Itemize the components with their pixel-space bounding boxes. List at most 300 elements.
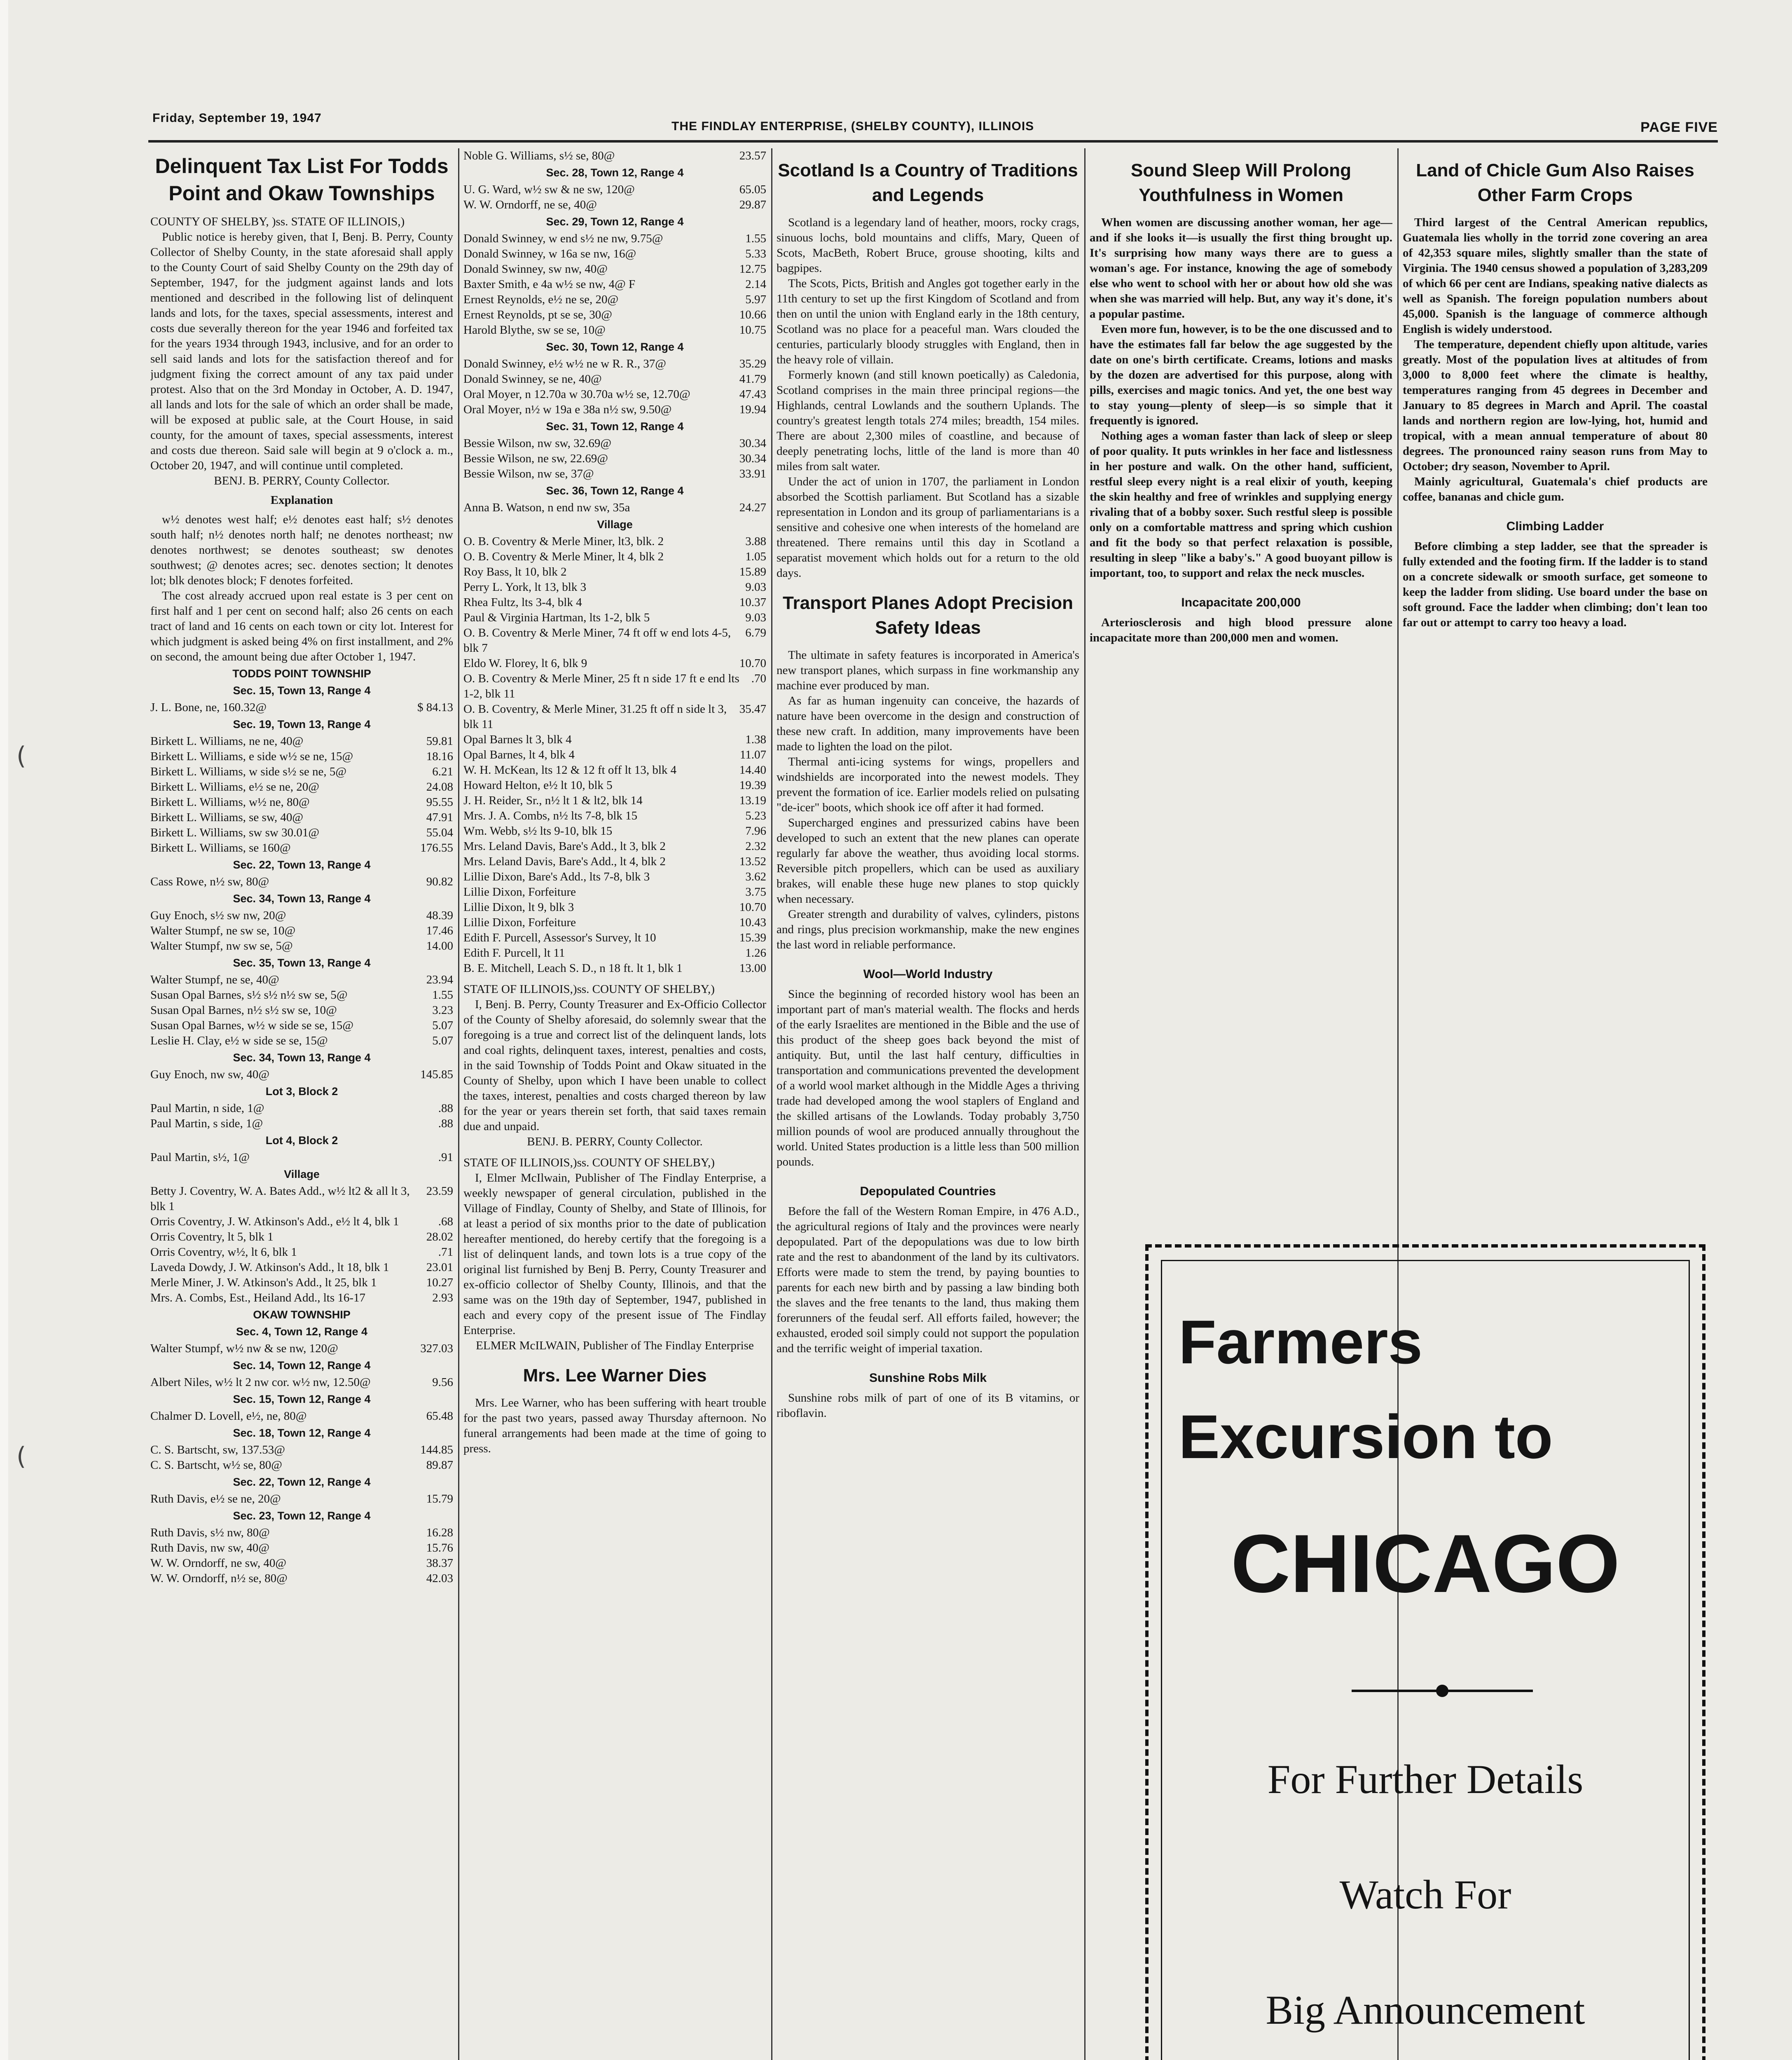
paper-name: THE FINDLAY ENTERPRISE, (SHELBY COUNTY), ILLINOIS xyxy=(671,119,1034,133)
entry-description: Oral Moyer, n½ w 19a e 38a n½ sw, 9.50@ xyxy=(463,403,672,416)
entry-description: O. B. Coventry & Merle Miner, lt 4, blk 2 xyxy=(463,550,664,563)
scotland-paragraph: The Scots, Picts, British and Angles got together early in the 11th century to set up the first Kingdom of Scotland and from then on until the union with England early in the 18th century, Scotland was no place for a peaceful man. Wars clouded the centuries, particularly bloody struggles with England, then in the heavy role of villain. xyxy=(777,277,1079,366)
ad-announcement: Big Announcement xyxy=(1266,1987,1585,2033)
transport-headline: Transport Planes Adopt Precision Safety Ideas xyxy=(783,593,1073,638)
entry-description: Mrs. A. Combs, Est., Heiland Add., lts 16-17 xyxy=(150,1291,366,1304)
entry-amount: 5.07 xyxy=(432,1019,453,1032)
entry-description: Roy Bass, lt 10, blk 2 xyxy=(463,565,567,578)
entry-amount: 2.93 xyxy=(432,1291,453,1304)
chicle-headline: Land of Chicle Gum Also Raises Other Farm Crops xyxy=(1416,160,1694,205)
entry-description: Merle Miner, J. W. Atkinson's Add., lt 25, blk 1 xyxy=(150,1276,377,1289)
entry-description: Edith F. Purcell, lt 11 xyxy=(463,946,565,960)
tax-entry xyxy=(463,824,766,839)
entry-description: Leslie H. Clay, e½ w side se se, 15@ xyxy=(150,1034,328,1047)
entry-description: W. W. Orndorff, ne se, 40@ xyxy=(463,198,597,211)
ad-excursion: Excursion to xyxy=(1179,1402,1553,1471)
tax-entry xyxy=(463,580,766,595)
entry-description: Ernest Reynolds, pt se se, 30@ xyxy=(463,308,612,321)
entry-amount: 55.04 xyxy=(426,826,453,839)
entry-description: W. W. Orndorff, ne sw, 40@ xyxy=(150,1557,287,1570)
tax-entry xyxy=(150,1067,453,1082)
entry-description: Donald Swinney, w end s½ ne nw, 9.75@ xyxy=(463,232,663,245)
tax-entry xyxy=(150,908,453,923)
tax-entry xyxy=(150,700,453,715)
tax-entry xyxy=(463,854,766,869)
entry-description: Susan Opal Barnes, n½ s½ sw se, 10@ xyxy=(150,1004,337,1017)
excursion-advertisement xyxy=(1145,1244,1705,2060)
entry-description: Opal Barnes, lt 4, blk 4 xyxy=(463,748,575,761)
entry-description: J. L. Bone, ne, 160.32@ xyxy=(150,701,267,714)
entry-description: Donald Swinney, se ne, 40@ xyxy=(463,372,602,386)
entry-amount: 15.89 xyxy=(739,565,766,578)
section-heading: Lot 3, Block 2 xyxy=(265,1085,338,1098)
tax-entry xyxy=(150,972,453,988)
entry-amount: 16.28 xyxy=(426,1526,453,1539)
sleep-paragraph: Nothing ages a woman faster than lack of sleep or sleep of poor quality. It puts wrinkles in her face and listlessness in her posture and walk. On the other hand, sufficient, restful sleep every night is a real elixir of youth, keeping the skin healthy and free of wrinkles and supplying energy rivaling that of a bobby soxer. Such restful sleep is possible only on a comfortable mattress and spring which cushion and fit the body so that perfect relaxation is possible, resulting in sleep "like a baby's." A good buoyant pillow is important, too, to support and relax the neck muscles. xyxy=(1090,429,1392,580)
tax-entry xyxy=(463,451,766,466)
entry-description: Mrs. Leland Davis, Bare's Add., lt 4, blk 2 xyxy=(463,855,666,868)
entry-description: O. B. Coventry & Merle Miner, lt3, blk. 2 xyxy=(463,535,664,548)
wool-headline: Wool—World Industry xyxy=(863,967,993,981)
entry-amount: 176.55 xyxy=(420,841,453,854)
section-heading: Sec. 22, Town 12, Range 4 xyxy=(233,1476,371,1488)
entry-description: Ruth Davis, e½ se ne, 20@ xyxy=(150,1492,281,1505)
tax-entry xyxy=(150,988,453,1003)
section-heading: Sec. 15, Town 12, Range 4 xyxy=(233,1393,371,1405)
entry-description: Lillie Dixon, Forfeiture xyxy=(463,885,576,899)
entry-description: O. B. Coventry, & Merle Miner, 31.25 ft off n side lt 3, blk 11 xyxy=(463,702,727,731)
entry-description: W. W. Orndorff, n½ se, 80@ xyxy=(150,1572,288,1585)
entry-amount: 28.02 xyxy=(426,1230,453,1243)
explanation-paragraph: w½ denotes west half; e½ denotes east half; s½ denotes south half; n½ denotes north half; ne denotes northeast; nw denotes northwest; se denotes southeast; sw denotes southwest; @ denotes acres; sec. denotes section; lt denotes lot; blk denotes block; F denotes forfeited. xyxy=(150,513,453,587)
entry-amount: 1.05 xyxy=(745,550,766,563)
tax-entry xyxy=(463,197,766,213)
entry-amount: 144.85 xyxy=(420,1443,453,1456)
section-heading: Sec. 23, Town 12, Range 4 xyxy=(233,1510,371,1522)
scotland-paragraph: Under the act of union in 1707, the parliament in London absorbed the Scottish parliament. But Scotland has a sizable representation in London and its group of parliamentarians is a sensitive and cohesive one when interests of the homeland are threatened. There remains until this day in Scotland a separatist movement which holds out for a return to the old days. xyxy=(777,475,1079,580)
tax-entry xyxy=(463,763,766,778)
entry-amount: 59.81 xyxy=(426,735,453,748)
section-heading: Sec. 19, Town 13, Range 4 xyxy=(233,718,371,730)
chicle-paragraph: The temperature, dependent chiefly upon altitude, varies greatly. Most of the population lives at altitudes of from 3,000 to 8,000 feet where the climate is healthy, temperatures ranging from 45 degrees in December and January to 85 degrees in March and April. The coastal lands and northern region are low-lying, hot, humid and tropical, with a mean annual temperature of about 80 degrees. The pronounced rainy season runs from May to October; dry season, November to April. xyxy=(1403,338,1708,473)
entry-description: Paul & Virginia Hartman, lts 1-2, blk 5 xyxy=(463,611,650,624)
entry-amount: 33.91 xyxy=(739,467,766,480)
entry-description: Chalmer D. Lovell, e½, ne, 80@ xyxy=(150,1409,307,1423)
entry-description: Lillie Dixon, lt 9, blk 3 xyxy=(463,901,574,914)
entry-amount: 38.37 xyxy=(426,1557,453,1570)
tax-entry xyxy=(150,764,453,780)
section-heading: Sec. 30, Town 12, Range 4 xyxy=(546,341,684,353)
tax-entry xyxy=(463,231,766,246)
entry-amount: 23.59 xyxy=(426,1184,453,1198)
tax-entry xyxy=(463,466,766,482)
entry-amount: 24.27 xyxy=(739,501,766,514)
entry-amount: 5.33 xyxy=(745,247,766,260)
tax-entry xyxy=(463,915,766,930)
entry-amount: 90.82 xyxy=(426,875,453,888)
entry-amount: 10.27 xyxy=(426,1276,453,1289)
tax-entry xyxy=(463,946,766,961)
entry-description: O. B. Coventry & Merle Miner, 25 ft n side 17 ft e end lts 1-2, blk 11 xyxy=(463,672,739,700)
entry-description: Betty J. Coventry, W. A. Bates Add., w½ lt2 & all lt 3, blk 1 xyxy=(150,1184,410,1213)
entry-amount: 9.56 xyxy=(432,1376,453,1389)
sleep-headline: Sound Sleep Will Prolong Youthfulness in Women xyxy=(1131,160,1351,205)
entry-description: Birkett L. Williams, sw sw 30.01@ xyxy=(150,826,320,839)
tax-entry xyxy=(463,182,766,197)
chicle-paragraph: Third largest of the Central American republics, Guatemala lies wholly in the torrid zone covering an area of 42,353 square miles, slightly smaller than the state of Virginia. The 1940 census showed a population of 3,283,209 of which 66 per cent are Indians, speaking native dialects as well as Spanish. The foreign population numbers about 45,000. Spanish is the language of commerce although English is widely understood. xyxy=(1403,216,1708,336)
tax-entry xyxy=(463,961,766,976)
issue-date: Friday, September 19, 1947 xyxy=(152,111,322,125)
tax-entry xyxy=(463,356,766,372)
scotland-headline: Scotland Is a Country of Traditions and Legends xyxy=(778,160,1078,205)
entry-description: Guy Enoch, nw sw, 40@ xyxy=(150,1068,270,1081)
tax-entry xyxy=(150,749,453,764)
warner-headline: Mrs. Lee Warner Dies xyxy=(523,1365,707,1386)
tax-entry xyxy=(463,671,766,702)
entry-amount: 3.62 xyxy=(745,870,766,883)
entry-amount: 14.40 xyxy=(739,763,766,777)
entry-description: Paul Martin, s½, 1@ xyxy=(150,1151,250,1164)
tax-entry xyxy=(463,292,766,307)
entry-amount: 5.07 xyxy=(432,1034,453,1047)
entry-amount: 23.01 xyxy=(426,1261,453,1274)
entry-amount: 30.34 xyxy=(739,452,766,465)
tax-entry xyxy=(463,793,766,808)
section-heading: Sec. 36, Town 12, Range 4 xyxy=(546,485,684,497)
township-heading: TODDS POINT TOWNSHIP xyxy=(232,667,371,680)
transport-paragraph: The ultimate in safety features is incorporated in America's new transport planes, which surpass in fine workmanship any machine ever produced by man. xyxy=(777,648,1079,692)
masthead-rule xyxy=(148,140,1718,143)
margin-mark: ( xyxy=(16,1442,26,1471)
entry-amount: 47.91 xyxy=(426,811,453,824)
entry-description: Ruth Davis, nw sw, 40@ xyxy=(150,1541,270,1554)
tax-entry xyxy=(150,1101,453,1116)
entry-description: Albert Niles, w½ lt 2 nw cor. w½ nw, 12.50@ xyxy=(150,1376,371,1389)
section-heading: Lot 4, Block 2 xyxy=(265,1134,338,1147)
entry-amount: 327.03 xyxy=(420,1342,453,1355)
tax-entry xyxy=(150,1525,453,1540)
incapacitate-headline: Incapacitate 200,000 xyxy=(1181,596,1301,609)
section-heading: Sec. 22, Town 13, Range 4 xyxy=(233,859,371,871)
incapacitate-paragraph: Arteriosclerosis and high blood pressure alone incapacitate more than 200,000 men and women. xyxy=(1090,616,1392,644)
transport-paragraph: As far as human ingenuity can conceive, the hazards of nature have been overcome in the design and construction of these new craft. In addition, many improvements have been made to lighten the load on the pilot. xyxy=(777,694,1079,753)
ad-chicago: CHICAGO xyxy=(1231,1518,1620,1610)
entry-amount: 145.85 xyxy=(420,1068,453,1081)
entry-amount: 23.94 xyxy=(426,973,453,986)
entry-amount: 41.79 xyxy=(739,372,766,386)
section-heading: Sec. 29, Town 12, Range 4 xyxy=(546,215,684,228)
depopulated-paragraph: Before the fall of the Western Roman Empire, in 476 A.D., the agricultural regions of Italy and the provinces were nearly depopulated. Part of the depopulations was due to low birth rate and the rest to abandonment of the land by its cultivators. Efforts were made to stem the trend, by paying bounties to parents for each new birth and by passing a law binding both the slaves and the free tenants to the land, thus making them forerunners of the feudal serf. All efforts failed, however; the exhausted, eroded soil simply could not support the population and the terrific weight of imperial taxation. xyxy=(777,1205,1079,1355)
column-1 xyxy=(150,148,453,2060)
cost-paragraph: The cost already accrued upon real estate is 3 per cent on first half and 1 per cent on second half; also 26 cents on each tract of land and 16 cents on each town or city lot. Interest for which judgment is asked being 4% on first installment, and 2% on second, the amount being due after October 1, 1947. xyxy=(150,589,453,663)
tax-entry xyxy=(463,307,766,323)
tax-entry xyxy=(150,1375,453,1390)
entry-amount: 19.94 xyxy=(739,403,766,416)
entry-amount: 23.57 xyxy=(739,149,766,162)
entry-description: Orris Coventry, lt 5, blk 1 xyxy=(150,1230,274,1243)
tax-entry xyxy=(463,625,766,656)
tax-entry xyxy=(150,1229,453,1245)
tax-entry xyxy=(463,402,766,417)
page-number: PAGE FIVE xyxy=(1640,119,1718,135)
tax-entry xyxy=(463,387,766,402)
tax-entry xyxy=(150,923,453,939)
entry-amount: 10.66 xyxy=(739,308,766,321)
entry-amount: 12.75 xyxy=(739,262,766,276)
entry-amount: 2.14 xyxy=(745,278,766,291)
column-rule xyxy=(771,148,772,2060)
tax-entry xyxy=(463,595,766,610)
entry-amount: 9.03 xyxy=(745,581,766,594)
entry-amount: 65.05 xyxy=(739,183,766,196)
entry-description: U. G. Ward, w½ sw & ne sw, 120@ xyxy=(463,183,635,196)
tax-entry xyxy=(463,869,766,885)
entry-amount: 19.39 xyxy=(739,779,766,792)
entry-description: Walter Stumpf, ne se, 40@ xyxy=(150,973,279,986)
section-heading: Sec. 34, Town 13, Range 4 xyxy=(233,1051,371,1064)
entry-amount: 29.87 xyxy=(739,198,766,211)
tax-entry xyxy=(150,810,453,825)
tax-entry xyxy=(463,610,766,625)
tax-entry xyxy=(463,747,766,763)
entry-amount: 15.39 xyxy=(739,931,766,944)
entry-description: Donald Swinney, w 16a se nw, 16@ xyxy=(463,247,636,260)
entry-amount: 10.70 xyxy=(739,657,766,670)
entry-amount: 18.16 xyxy=(426,750,453,763)
entry-description: Laveda Dowdy, J. W. Atkinson's Add., lt 18, blk 1 xyxy=(150,1261,389,1274)
entry-description: Birkett L. Williams, w side s½ se ne, 5@ xyxy=(150,765,347,778)
entry-amount: .91 xyxy=(438,1151,453,1164)
tax-entry xyxy=(150,734,453,749)
section-heading: Village xyxy=(597,518,633,531)
tax-entry xyxy=(463,702,766,732)
scotland-paragraph: Scotland is a legendary land of heather, moors, rocky crags, sinuous lochs, bold mountains and cliffs, Mary, Queen of Scots, MacBeth, Robert Bruce, grouse shooting, kilts and bagpipes. xyxy=(777,216,1079,275)
entry-description: Birkett L. Williams, e side w½ se ne, 15@ xyxy=(150,750,353,763)
entry-description: Eldo W. Florey, lt 6, blk 9 xyxy=(463,657,587,670)
entry-amount: 3.23 xyxy=(432,1004,453,1017)
entry-description: Lillie Dixon, Bare's Add., lts 7-8, blk 3 xyxy=(463,870,650,883)
entry-amount: 3.88 xyxy=(745,535,766,548)
entry-description: Bessie Wilson, nw se, 37@ xyxy=(463,467,594,480)
tax-entry xyxy=(463,808,766,824)
entry-amount: .71 xyxy=(438,1245,453,1259)
tax-entry xyxy=(150,1033,453,1049)
entry-description: Cass Rowe, n½ sw, 80@ xyxy=(150,875,269,888)
entry-description: O. B. Coventry & Merle Miner, 74 ft off w end lots 4-5, blk 7 xyxy=(463,626,731,655)
tax-entry xyxy=(150,1540,453,1556)
entry-amount: 1.26 xyxy=(745,946,766,960)
tax-entry xyxy=(150,1409,453,1424)
entry-description: C. S. Bartscht, w½ se, 80@ xyxy=(150,1458,282,1472)
entry-description: Harold Blythe, sw se se, 10@ xyxy=(463,323,606,337)
tax-entry xyxy=(463,372,766,387)
entry-amount: 3.75 xyxy=(745,885,766,899)
tax-entry xyxy=(150,1290,453,1306)
entry-description: Donald Swinney, e½ w½ ne w R. R., 37@ xyxy=(463,357,667,370)
transport-paragraph: Thermal anti-icing systems for wings, propellers and windshields are incorporated into the newest models. They prevent the formation of ice. Earlier models relied on pulsating "de-icer" boots, which shook ice off after it had formed. xyxy=(777,755,1079,814)
entry-description: Birkett L. Williams, se 160@ xyxy=(150,841,291,854)
entry-amount: 10.75 xyxy=(739,323,766,337)
ad-ornament xyxy=(1352,1690,1533,1692)
tax-entry xyxy=(463,277,766,292)
entry-description: W. H. McKean, lts 12 & 12 ft off lt 13, blk 4 xyxy=(463,763,677,777)
entry-amount: 65.48 xyxy=(426,1409,453,1423)
affidavit-venue: STATE OF ILLINOIS,)ss. COUNTY OF SHELBY,) xyxy=(463,983,715,996)
masthead xyxy=(152,111,1718,140)
ad-watch: Watch For xyxy=(1339,1872,1511,1917)
entry-description: Orris Coventry, w½, lt 6, blk 1 xyxy=(150,1245,297,1259)
tax-entry xyxy=(463,262,766,277)
milk-paragraph: Sunshine robs milk of part of one of its B vitamins, or riboflavin. xyxy=(777,1391,1079,1420)
entry-amount: .70 xyxy=(751,672,766,685)
entry-description: Mrs. Leland Davis, Bare's Add., lt 3, blk 2 xyxy=(463,840,666,853)
section-heading: Sec. 31, Town 12, Range 4 xyxy=(546,420,684,433)
entry-amount: 35.47 xyxy=(739,702,766,716)
column-2 xyxy=(463,148,766,2060)
entry-description: B. E. Mitchell, Leach S. D., n 18 ft. lt 1, blk 1 xyxy=(463,962,683,975)
section-heading: Sec. 35, Town 13, Range 4 xyxy=(233,957,371,969)
tax-entry-list xyxy=(150,683,453,1586)
tax-entry xyxy=(463,839,766,854)
entry-description: Paul Martin, s side, 1@ xyxy=(150,1117,263,1130)
entry-amount: 24.08 xyxy=(426,780,453,794)
section-heading: Sec. 18, Town 12, Range 4 xyxy=(233,1427,371,1439)
column-rule xyxy=(458,148,459,2060)
entry-description: Susan Opal Barnes, s½ s½ n½ sw se, 5@ xyxy=(150,988,348,1002)
entry-description: Birkett L. Williams, se sw, 40@ xyxy=(150,811,304,824)
tax-entry xyxy=(150,1275,453,1290)
section-heading: OKAW TOWNSHIP xyxy=(253,1309,351,1321)
section-heading: Sec. 28, Town 12, Range 4 xyxy=(546,166,684,179)
entry-description: Howard Helton, e½ lt 10, blk 5 xyxy=(463,779,613,792)
tax-entry xyxy=(463,436,766,451)
tax-entry xyxy=(463,323,766,338)
warner-article: Mrs. Lee Warner, who has been suffering with heart trouble for the past two years, passed away Thursday afternoon. No funeral arrangements had been made at the time of going to press. xyxy=(463,1396,766,1455)
section-heading: Sec. 14, Town 12, Range 4 xyxy=(233,1359,371,1372)
entry-amount: 89.87 xyxy=(426,1458,453,1472)
explanation-heading: Explanation xyxy=(270,494,333,507)
tax-entry xyxy=(463,549,766,564)
entry-description: Noble G. Williams, s½ se, 80@ xyxy=(463,149,615,162)
entry-description: Rhea Fultz, lts 3-4, blk 4 xyxy=(463,596,582,609)
entry-amount: .88 xyxy=(438,1117,453,1130)
entry-description: Baxter Smith, e 4a w½ se nw, 4@ F xyxy=(463,278,636,291)
tax-entry xyxy=(463,778,766,793)
tax-list-headline: Delinquent Tax List For Todds Point and Okaw Townships xyxy=(155,154,449,205)
tax-entry xyxy=(150,1491,453,1507)
entry-amount: 1.55 xyxy=(432,988,453,1002)
entry-description: Edith F. Purcell, Assessor's Survey, lt 10 xyxy=(463,931,656,944)
entry-amount: 1.38 xyxy=(745,733,766,746)
entry-amount: 95.55 xyxy=(426,796,453,809)
collector-affidavit-signature: BENJ. B. PERRY, County Collector. xyxy=(527,1135,703,1148)
tax-entry xyxy=(150,1341,453,1356)
depopulated-headline: Depopulated Countries xyxy=(860,1184,996,1198)
entry-amount: 7.96 xyxy=(745,824,766,838)
entry-amount: .88 xyxy=(438,1102,453,1115)
entry-description: Ernest Reynolds, e½ ne se, 20@ xyxy=(463,293,619,306)
tax-entry xyxy=(463,885,766,900)
entry-description: Bessie Wilson, ne sw, 22.69@ xyxy=(463,452,608,465)
publisher-affidavit: I, Elmer McIlwain, Publisher of The Findlay Enterprise, a weekly newspaper of general circulation, published in the Village of Findlay, County of Shelby, and State of Illinois, for at least a period of six months prior to the date of publication hereafter mentioned, do hereby certify that the foregoing is a list of delinquent lands, and town lots is a true copy of the original list furnished by Benj B. Perry, County Treasurer and ex-officio collector of Shelby County, Illinois, and that the same was on the 19th day of September, 1947, published in each and every copy of the present issue of The Findlay Enterprise. xyxy=(463,1171,766,1337)
sleep-paragraph: When women are discussing another woman, her age—and if she looks it—is usually the first thing brought up. It's surprising how many ways there are to guess a woman's age. For instance, knowing the age of somebody else who went to school with her or about how old she was when she was married will help. But, any way it's done, it's a popular pastime. xyxy=(1090,216,1392,321)
margin-mark: ( xyxy=(16,742,26,770)
entry-amount: 13.19 xyxy=(739,794,766,807)
ad-farmers: Farmers xyxy=(1179,1307,1423,1376)
entry-description: Wm. Webb, s½ lts 9-10, blk 15 xyxy=(463,824,613,838)
entry-amount: .68 xyxy=(438,1215,453,1228)
entry-amount: 13.00 xyxy=(739,962,766,975)
tax-entry xyxy=(150,1003,453,1018)
section-heading: Village xyxy=(284,1168,320,1180)
tax-entry xyxy=(150,825,453,840)
entry-description: Oral Moyer, n 12.70a w 30.70a w½ se, 12.70@ xyxy=(463,388,690,401)
column-rule xyxy=(1084,148,1085,2060)
ad-inner-border xyxy=(1161,1260,1690,2060)
chicle-paragraph: Mainly agricultural, Guatemala's chief products are coffee, bananas and chicle gum. xyxy=(1403,475,1708,503)
tax-entry xyxy=(463,656,766,671)
tax-entry xyxy=(463,148,766,164)
entry-amount: 2.32 xyxy=(745,840,766,853)
entry-amount: 17.46 xyxy=(426,924,453,937)
ad-details: For Further Details xyxy=(1267,1756,1584,1802)
tax-entry xyxy=(150,874,453,890)
tax-entry xyxy=(150,780,453,795)
entry-amount: 10.43 xyxy=(739,916,766,929)
entry-description: Lillie Dixon, Forfeiture xyxy=(463,916,576,929)
collector-signature: BENJ. B. PERRY, County Collector. xyxy=(214,474,390,487)
publisher-signature: ELMER McILWAIN, Publisher of The Findlay Enterprise xyxy=(476,1339,754,1352)
tax-entry xyxy=(150,1260,453,1275)
collector-affidavit: I, Benj. B. Perry, County Treasurer and Ex-Officio Collector of the County of Shelby aforesaid, do solemnly swear that the foregoing is a true and correct list of the delinquent lands, lots and coal rights, delinquent taxes, interest, penalties and costs, in the said Township of Todds Point and Okaw situated in the County of Shelby, upon which I have been unable to collect the taxes, interest, penalties and costs charged thereon by law for the year or years therein set forth, that said taxes remain due and unpaid. xyxy=(463,998,766,1133)
section-heading: Sec. 34, Town 13, Range 4 xyxy=(233,892,371,905)
entry-amount: 6.21 xyxy=(432,765,453,778)
tax-entry xyxy=(463,564,766,580)
column-3 xyxy=(777,148,1079,2060)
tax-entry-list xyxy=(463,148,766,976)
tax-entry xyxy=(150,1458,453,1473)
entry-amount: 15.76 xyxy=(426,1541,453,1554)
tax-entry xyxy=(150,840,453,856)
tax-notice-paragraph: Public notice is hereby given, that I, Benj. B. Perry, County Collector of Shelby County, in the state aforesaid shall apply to the County Court of said Shelby County on the 29th day of September, 1947, for the judgment against lands and lots mentioned and described in the following list of delinquent lands and lots, for the taxes, special assessments, interest and costs due severally thereon for the year 1946 and forfeited tax for the years 1934 through 1943, inclusive, and for an order to sell said lands and lots for the satisfaction thereof and for judgment fixing the correct amount of any tax paid under protest. Also that on the 3rd Monday in October, A. D. 1947, all lands and lots for the sale of which an order shall be made, will be exposed at public sale, at the Court House, in said county, for the amount of taxes, special assessments, interest and costs due thereon. Said sale will begin at 9 o'clock a. m., October 20, 1947, and will continue until completed. xyxy=(150,230,453,472)
entry-amount: 5.23 xyxy=(745,809,766,822)
entry-description: Orris Coventry, J. W. Atkinson's Add., e½ lt 4, blk 1 xyxy=(150,1215,399,1228)
tax-entry xyxy=(463,732,766,747)
affidavit-venue: STATE OF ILLINOIS,)ss. COUNTY OF SHELBY,) xyxy=(463,1156,715,1169)
entry-amount: $ 84.13 xyxy=(417,701,453,714)
transport-paragraph: Supercharged engines and pressurized cabins have been developed to such an extent that the new planes can operate regularly far above the weather, thus avoiding local storms. Reversible pitch propellers, which can be used as auxiliary brakes, will enable these huge new planes to stop quickly when necessary. xyxy=(777,816,1079,906)
entry-description: Guy Enoch, s½ sw nw, 20@ xyxy=(150,909,286,922)
entry-amount: 30.34 xyxy=(739,437,766,450)
ladder-paragraph: Before climbing a step ladder, see that the spreader is fully extended and the footing firm. If the ladder is to stand on a concrete sidewalk or smooth surface, get someone to keep the ladder from sliding. Use board under the base on soft ground. Face the ladder when climbing; don't lean too far out or attempt to carry too heavy a load. xyxy=(1403,540,1708,629)
tax-entry xyxy=(150,1214,453,1229)
tax-entry xyxy=(463,930,766,946)
tax-entry xyxy=(150,795,453,810)
section-heading: Sec. 4, Town 12, Range 4 xyxy=(236,1325,368,1338)
tax-entry xyxy=(463,900,766,915)
entry-description: Susan Opal Barnes, w½ w side se se, 15@ xyxy=(150,1019,354,1032)
page-edge xyxy=(0,0,8,2060)
entry-description: Birkett L. Williams, e½ se ne, 20@ xyxy=(150,780,319,794)
entry-description: Bessie Wilson, nw sw, 32.69@ xyxy=(463,437,612,450)
entry-description: Ruth Davis, s½ nw, 80@ xyxy=(150,1526,270,1539)
entry-amount: 48.39 xyxy=(426,909,453,922)
tax-entry xyxy=(463,500,766,515)
transport-paragraph: Greater strength and durability of valves, cylinders, pistons and rings, plus precision workmanship, make the new engines the last word in reliable performance. xyxy=(777,908,1079,951)
entry-amount: 42.03 xyxy=(426,1572,453,1585)
tax-entry xyxy=(463,246,766,262)
entry-description: Birkett L. Williams, ne ne, 40@ xyxy=(150,735,304,748)
